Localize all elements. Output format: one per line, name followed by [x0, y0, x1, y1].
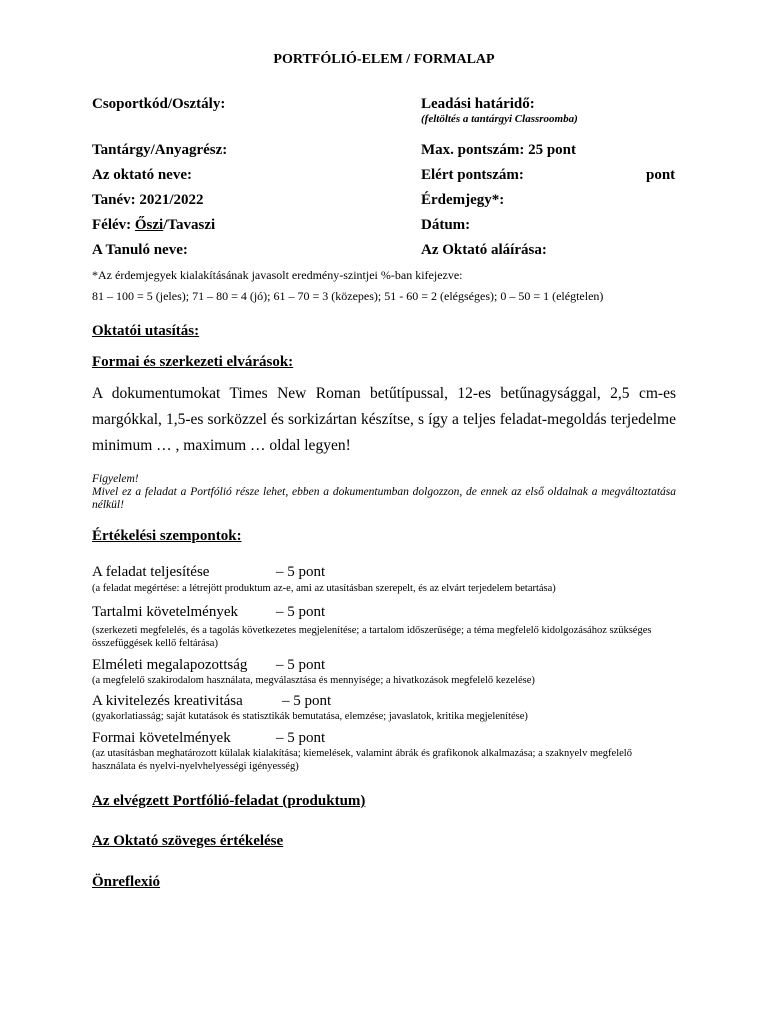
reflection-heading: Önreflexió — [92, 874, 161, 890]
group-label: Csoportkód/Osztály: — [92, 96, 226, 112]
attention-title: Figyelem! — [92, 473, 139, 485]
criterion-points: – 5 pont — [276, 657, 326, 673]
attention-text: Mivel ez a feladat a Portfólió része lehet, ebben a dokumentumban dolgozzon, de ennek az első oldalnak a megváltoztatása nélkül! — [92, 486, 676, 511]
date-label: Dátum: — [421, 217, 471, 233]
criterion-desc: (a megfelelő szakirodalom használata, megválasztása és mennyisége; a hivatkozások megfelelő kezelése) — [92, 675, 535, 686]
criterion-points: – 5 pont — [282, 693, 332, 709]
formal-heading: Formai és szerkezeti elvárások: — [92, 354, 294, 370]
grade-scale: 81 – 100 = 5 (jeles); 71 – 80 = 4 (jó); 61 – 70 = 3 (közepes); 51 - 60 = 2 (elégséges); 0 – 50 = 1 (elégtelen) — [92, 289, 604, 303]
school-year: Tanév: 2021/2022 — [92, 192, 204, 208]
criterion-points: – 5 pont — [276, 564, 326, 580]
criterion-desc: (szerkezeti megfelelés, és a tagolás következetes megjelenítése; a tartalom időszerűsége; a téma megfelelő kidolgozásához szükséges összefüggések kellő feltárása) — [92, 625, 652, 649]
criterion-desc: (gyakorlatiasság; saját kutatások és statisztikák bemutatása, elemzése; javaslatok, kritika megjelenítése) — [92, 711, 528, 722]
semester — [92, 217, 215, 234]
criterion-desc: (a feladat megértése: a létrejött produktum az-e, ami az utasításban szerepelt, és az elvárt terjedelem betartása) — [92, 583, 556, 594]
teacher-label: Az oktató neve: — [92, 167, 192, 183]
criterion-label: Tartalmi követelmények — [92, 604, 238, 620]
deadline-label: Leadási határidő: — [421, 96, 535, 112]
achieved-unit: pont — [646, 167, 676, 183]
achieved-label: Elért pontszám: — [421, 167, 524, 183]
criterion-desc: (az utasításban meghatározott külalak kialakítása; kiemelések, valamint ábrák és grafikonok alkalmazása; a szaknyelv megfelelő használata és nyelvi-nyelvhelyességi igényesség) — [92, 748, 632, 772]
criterion-points: – 5 pont — [276, 604, 326, 620]
signature-label: Az Oktató aláírása: — [421, 242, 547, 258]
subject-label: Tantárgy/Anyagrész: — [92, 142, 228, 158]
criterion-label: A feladat teljesítése — [92, 564, 210, 580]
grade-label: Érdemjegy*: — [421, 192, 505, 208]
evaluation-heading: Az Oktató szöveges értékelése — [92, 833, 284, 849]
criterion-label: Formai követelmények — [92, 730, 231, 746]
student-label: A Tanuló neve: — [92, 242, 188, 258]
criterion-label: A kivitelezés kreativitása — [92, 693, 243, 709]
deadline-note: (feltöltés a tantárgyi Classroomba) — [421, 113, 578, 125]
semester-prefix: Félév: — [92, 217, 135, 233]
page-title: PORTFÓLIÓ-ELEM / FORMALAP — [273, 52, 495, 67]
semester-autumn: Őszi — [134, 217, 164, 233]
semester-suffix: /Tavaszi — [163, 217, 216, 233]
criterion-label: Elméleti megalapozottság — [92, 657, 248, 673]
formal-requirements-text: A dokumentumokat Times New Roman betűtípussal, 12-es betűnagysággal, 2,5 cm-es margókkal, 1,5-es sorközzel és sorkizártan készítse, s így a teljes feladat-megoldás terjedelme minimum … , maximum … oldal legyen! — [92, 385, 676, 454]
grade-footnote: *Az érdemjegyek kialakításának javasolt eredmény-szintjei %-ban kifejezve: — [92, 268, 463, 282]
max-points: Max. pontszám: 25 pont — [421, 142, 577, 158]
criteria-heading: Értékelési szempontok: — [92, 528, 242, 544]
criterion-points: – 5 pont — [276, 730, 326, 746]
instructions-heading: Oktatói utasítás: — [92, 323, 200, 339]
product-heading: Az elvégzett Portfólió-feladat (produktum) — [92, 793, 366, 809]
